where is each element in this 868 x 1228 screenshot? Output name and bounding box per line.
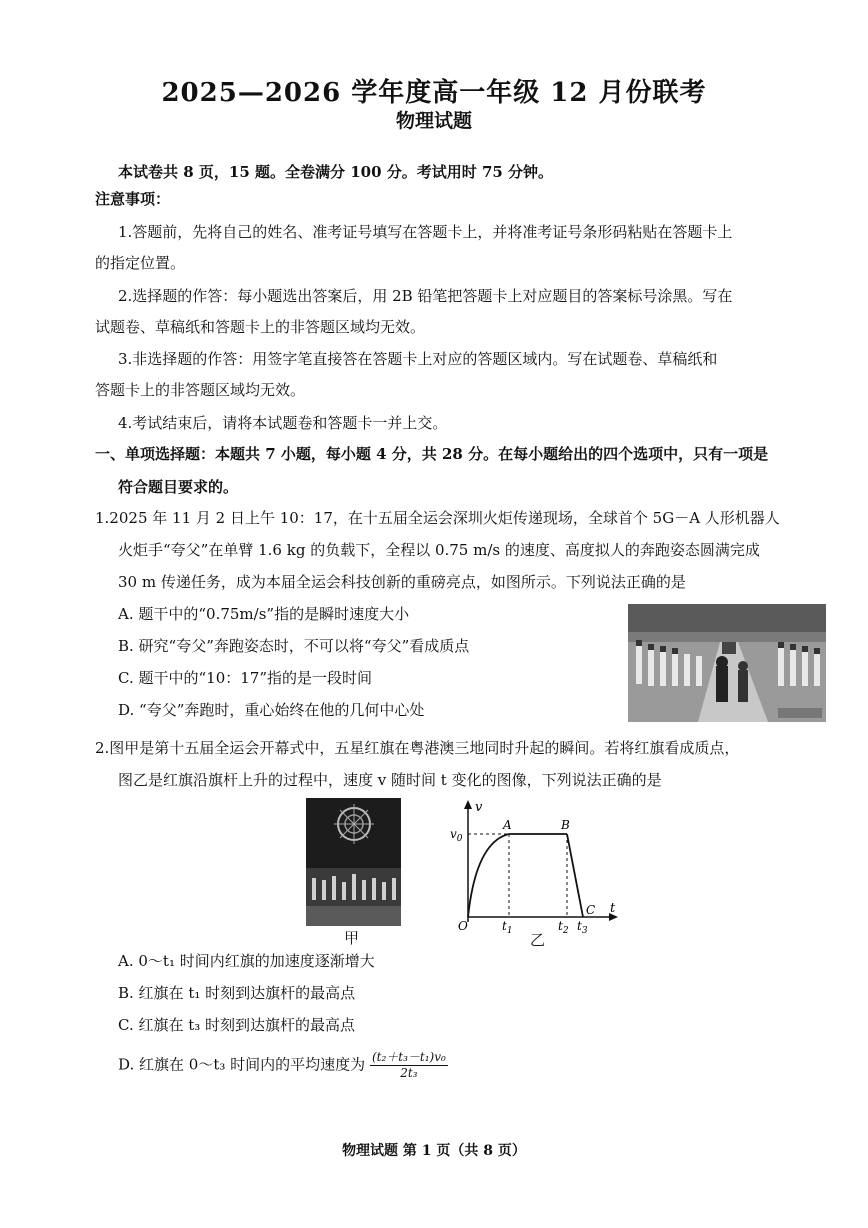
q2-option-d-text: D. 红旗在 0～t₃ 时间内的平均速度为 bbox=[118, 1055, 366, 1074]
origin-label: O bbox=[458, 919, 468, 933]
q1-stem-line-1: 1.2025 年 11 月 2 日上午 10：17，在十五届全运会深圳火炬传递现场，全球首个 5G－A 人形机器人 bbox=[95, 509, 780, 527]
q1-option-b: B. 研究“夸父”奔跑姿态时，不可以将“夸父”看成质点 bbox=[118, 637, 470, 655]
point-c-label: C bbox=[586, 903, 596, 917]
fraction-numerator: (t₂＋t₃－t₁)v₀ bbox=[371, 1050, 446, 1064]
page-subtitle: 物理试题 bbox=[395, 110, 472, 132]
y-axis-label: v bbox=[475, 800, 483, 815]
notice-heading: 注意事项： bbox=[95, 190, 171, 208]
notice-item-2-cont: 试题卷、草稿纸和答题卡上的非答题区域均无效。 bbox=[95, 318, 426, 336]
figure-jia-caption: 甲 bbox=[344, 929, 360, 947]
figure-yi-caption: 乙 bbox=[530, 931, 546, 949]
section-1-heading: 一、单项选择题：本题共 7 小题，每小题 4 分，共 28 分。在每小题给出的四个选项中，只有一项是 bbox=[95, 445, 769, 463]
q2-option-a: A. 0～t₁ 时间内红旗的加速度逐渐增大 bbox=[118, 952, 375, 970]
point-b-label: B bbox=[561, 818, 570, 832]
curve-oa bbox=[468, 834, 509, 917]
notice-item-4: 4.考试结束后，请将本试题卷和答题卡一并上交。 bbox=[118, 414, 448, 432]
segment-bc bbox=[567, 834, 583, 917]
t3-tick-label: $t_3$ bbox=[577, 919, 588, 936]
flag-ceremony-photo bbox=[306, 798, 401, 926]
t2-tick-label: $t_2$ bbox=[558, 919, 569, 936]
robot-torch-photo bbox=[628, 604, 826, 722]
page-title: 2025—2026 学年度高一年级 12 月份联考 bbox=[161, 78, 707, 108]
notice-item-1-cont: 的指定位置。 bbox=[95, 254, 186, 272]
q1-option-a: A. 题干中的“0.75m/s”指的是瞬时速度大小 bbox=[118, 605, 410, 623]
page-footer: 物理试题 第 1 页（共 8 页） bbox=[342, 1143, 526, 1159]
y-axis-arrow bbox=[464, 800, 472, 809]
fraction-denominator: 2t₃ bbox=[400, 1066, 418, 1080]
notice-item-3-cont: 答题卡上的非答题区域均无效。 bbox=[95, 381, 306, 399]
q2-option-c: C. 红旗在 t₃ 时刻到达旗杆的最高点 bbox=[118, 1016, 356, 1034]
v0-tick-label: $v_0$ bbox=[450, 827, 463, 844]
x-axis-label: t bbox=[610, 901, 616, 916]
t1-tick-label: $t_1$ bbox=[502, 919, 513, 936]
vt-graph bbox=[450, 796, 625, 936]
q2-option-d bbox=[118, 1050, 448, 1081]
exam-intro: 本试卷共 8 页，15 题。全卷满分 100 分。考试用时 75 分钟。 bbox=[118, 163, 554, 181]
q1-option-c: C. 题干中的“10：17”指的是一段时间 bbox=[118, 669, 372, 687]
point-a-label: A bbox=[503, 818, 512, 832]
notice-item-1: 1.答题前，先将自己的姓名、准考证号填写在答题卡上，并将准考证号条形码粘贴在答题卡上 bbox=[118, 223, 733, 241]
q2-stem-line-2: 图乙是红旗沿旗杆上升的过程中，速度 v 随时间 t 变化的图像，下列说法正确的是 bbox=[118, 771, 662, 789]
notice-item-2: 2.选择题的作答：每小题选出答案后，用 2B 铅笔把答题卡上对应题目的答案标号涂黑。写在 bbox=[118, 287, 733, 305]
q2-stem-line-1: 2.图甲是第十五届全运会开幕式中，五星红旗在粤港澳三地同时升起的瞬间。若将红旗看成质点， bbox=[95, 739, 740, 757]
notice-item-3: 3.非选择题的作答：用签字笔直接答在答题卡上对应的答题区域内。写在试题卷、草稿纸和 bbox=[118, 350, 718, 368]
q1-stem-line-3: 30 m 传递任务，成为本届全运会科技创新的重磅亮点，如图所示。下列说法正确的是 bbox=[118, 573, 686, 591]
q1-stem-line-2: 火炬手“夸父”在单臂 1.6 kg 的负载下，全程以 0.75 m/s 的速度、高度拟人的奔跑姿态圆满完成 bbox=[118, 541, 760, 559]
q1-option-d: D. “夸父”奔跑时，重心始终在他的几何中心处 bbox=[118, 701, 425, 719]
q2-option-b: B. 红旗在 t₁ 时刻到达旗杆的最高点 bbox=[118, 984, 356, 1002]
section-1-heading-cont: 符合题目要求的。 bbox=[118, 478, 239, 496]
average-velocity-fraction bbox=[370, 1050, 448, 1081]
